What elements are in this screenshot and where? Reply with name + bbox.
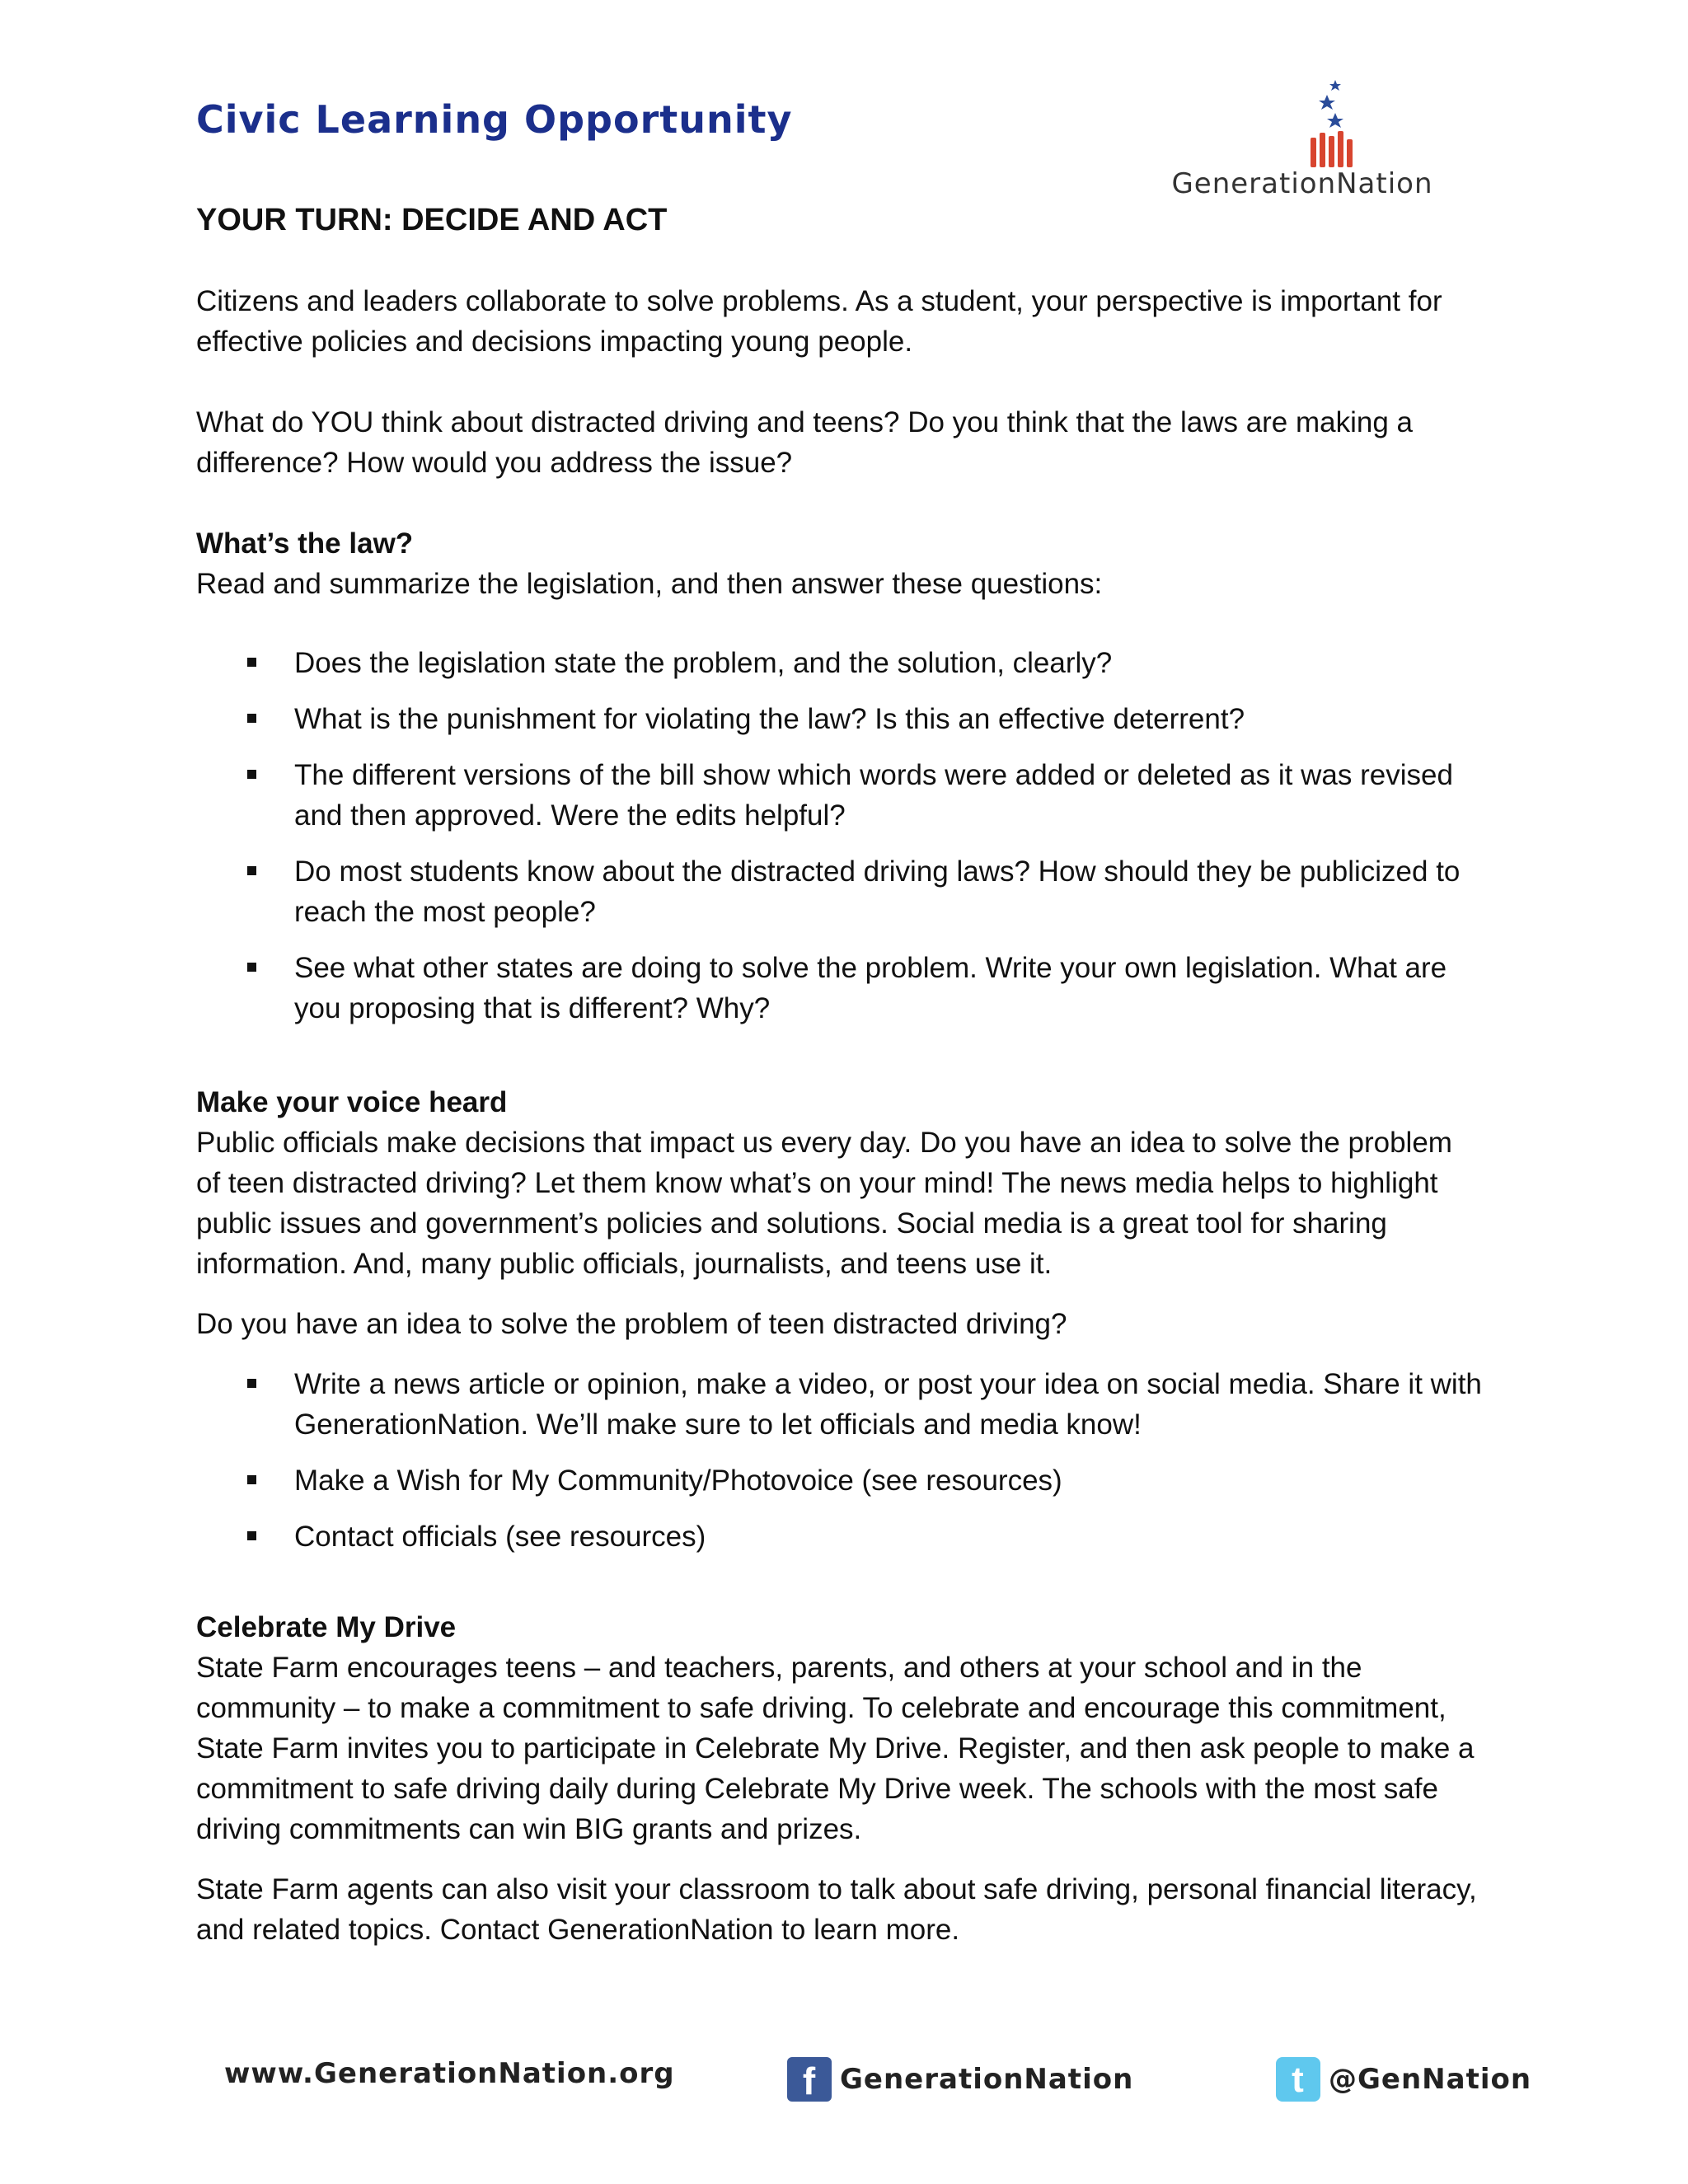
list-item: See what other states are doing to solve the problem. Write your own legislation. What are you proposing that is different? Why?: [196, 948, 1482, 1029]
voice-question-text: Do you have an idea to solve the problem of teen distracted driving?: [196, 1308, 1067, 1340]
list-item: Write a news article or opinion, make a video, or post your idea on social media. Share it with GenerationNation. We’ll make sure to let officials and media know!: [196, 1364, 1482, 1445]
celebrate-body-paragraph: State Farm encourages teens – and teachers, parents, and others at your school and in the community – to make a commitment to safe driving. To celebrate and encourage this commitment, State Farm invites you to participate in Celebrate My Drive. Register, and then ask people to make a commitment to safe driving daily during Celebrate My Drive week. The schools with the most safe driving commitments can win BIG grants and prizes.: [196, 1652, 1475, 1845]
law-section-heading: What’s the law?: [196, 527, 414, 560]
list-item: Does the legislation state the problem, and the solution, clearly?: [196, 643, 1482, 683]
page-heading: YOUR TURN: DECIDE AND ACT: [196, 203, 668, 237]
list-item: The different versions of the bill show which words were added or deleted as it was revised and then approved. Were the edits helpful?: [196, 755, 1482, 836]
list-item: What is the punishment for violating the law? Is this an effective deterrent?: [196, 699, 1482, 739]
intro-question-paragraph: What do YOU think about distracted driving and teens? Do you think that the laws are making a difference? How would you address the issue?: [196, 406, 1414, 479]
main-content: [196, 200, 1482, 1950]
voice-body-paragraph: Public officials make decisions that impact us every day. Do you have an idea to solve the problem of teen distracted driving? Let them know what’s on your mind! The news media helps to highlight public issues and government’s policies and solutions. Social media is a great tool for sharing information. And, many public officials, journalists, and teens use it.: [196, 1127, 1452, 1280]
square-bullet-icon: [247, 866, 256, 875]
square-bullet-icon: [247, 770, 256, 779]
civic-learning-title: Civic Learning Opportunity: [196, 97, 793, 142]
celebrate-agents-paragraph: State Farm agents can also visit your classroom to talk about safe driving, personal financial literacy, and related topics. Contact GenerationNation to learn more.: [196, 1873, 1477, 1946]
law-lead-text: Read and summarize the legislation, and then answer these questions:: [196, 568, 1103, 600]
square-bullet-icon: [247, 714, 256, 723]
square-bullet-icon: [247, 1531, 256, 1540]
star-icon: [1327, 113, 1343, 128]
generation-nation-logo: [1162, 78, 1442, 202]
twitter-link[interactable]: [1276, 2057, 1531, 2102]
celebrate-section-heading: Celebrate My Drive: [196, 1611, 457, 1643]
list-item: Make a Wish for My Community/Photovoice (see resources): [196, 1460, 1482, 1501]
square-bullet-icon: [247, 963, 256, 972]
facebook-icon: f: [787, 2057, 832, 2102]
list-item: Do most students know about the distracted driving laws? How should they be publicized to reach the most people?: [196, 851, 1482, 932]
website-link[interactable]: www.GenerationNation.org: [224, 2057, 675, 2090]
raised-hands-icon: [1311, 131, 1353, 167]
star-icon: [1329, 80, 1341, 91]
intro-paragraph: Citizens and leaders collaborate to solve problems. As a student, your perspective is important for effective policies and decisions impacting young people.: [196, 285, 1442, 358]
law-questions-list: [196, 643, 1482, 1029]
page-footer: [0, 2042, 1688, 2108]
voice-actions-list: [196, 1364, 1482, 1557]
star-icon: [1319, 95, 1335, 110]
stars-hands-icon: [1302, 78, 1360, 169]
twitter-handle: @GenNation: [1329, 2063, 1532, 2096]
facebook-handle: GenerationNation: [840, 2063, 1134, 2096]
square-bullet-icon: [247, 1379, 256, 1388]
twitter-icon: t: [1276, 2057, 1320, 2102]
square-bullet-icon: [247, 658, 256, 667]
logo-text: GenerationNation: [1171, 167, 1433, 200]
facebook-link[interactable]: [787, 2057, 1133, 2102]
list-item: Contact officials (see resources): [196, 1516, 1482, 1557]
square-bullet-icon: [247, 1475, 256, 1484]
voice-section-heading: Make your voice heard: [196, 1086, 508, 1118]
